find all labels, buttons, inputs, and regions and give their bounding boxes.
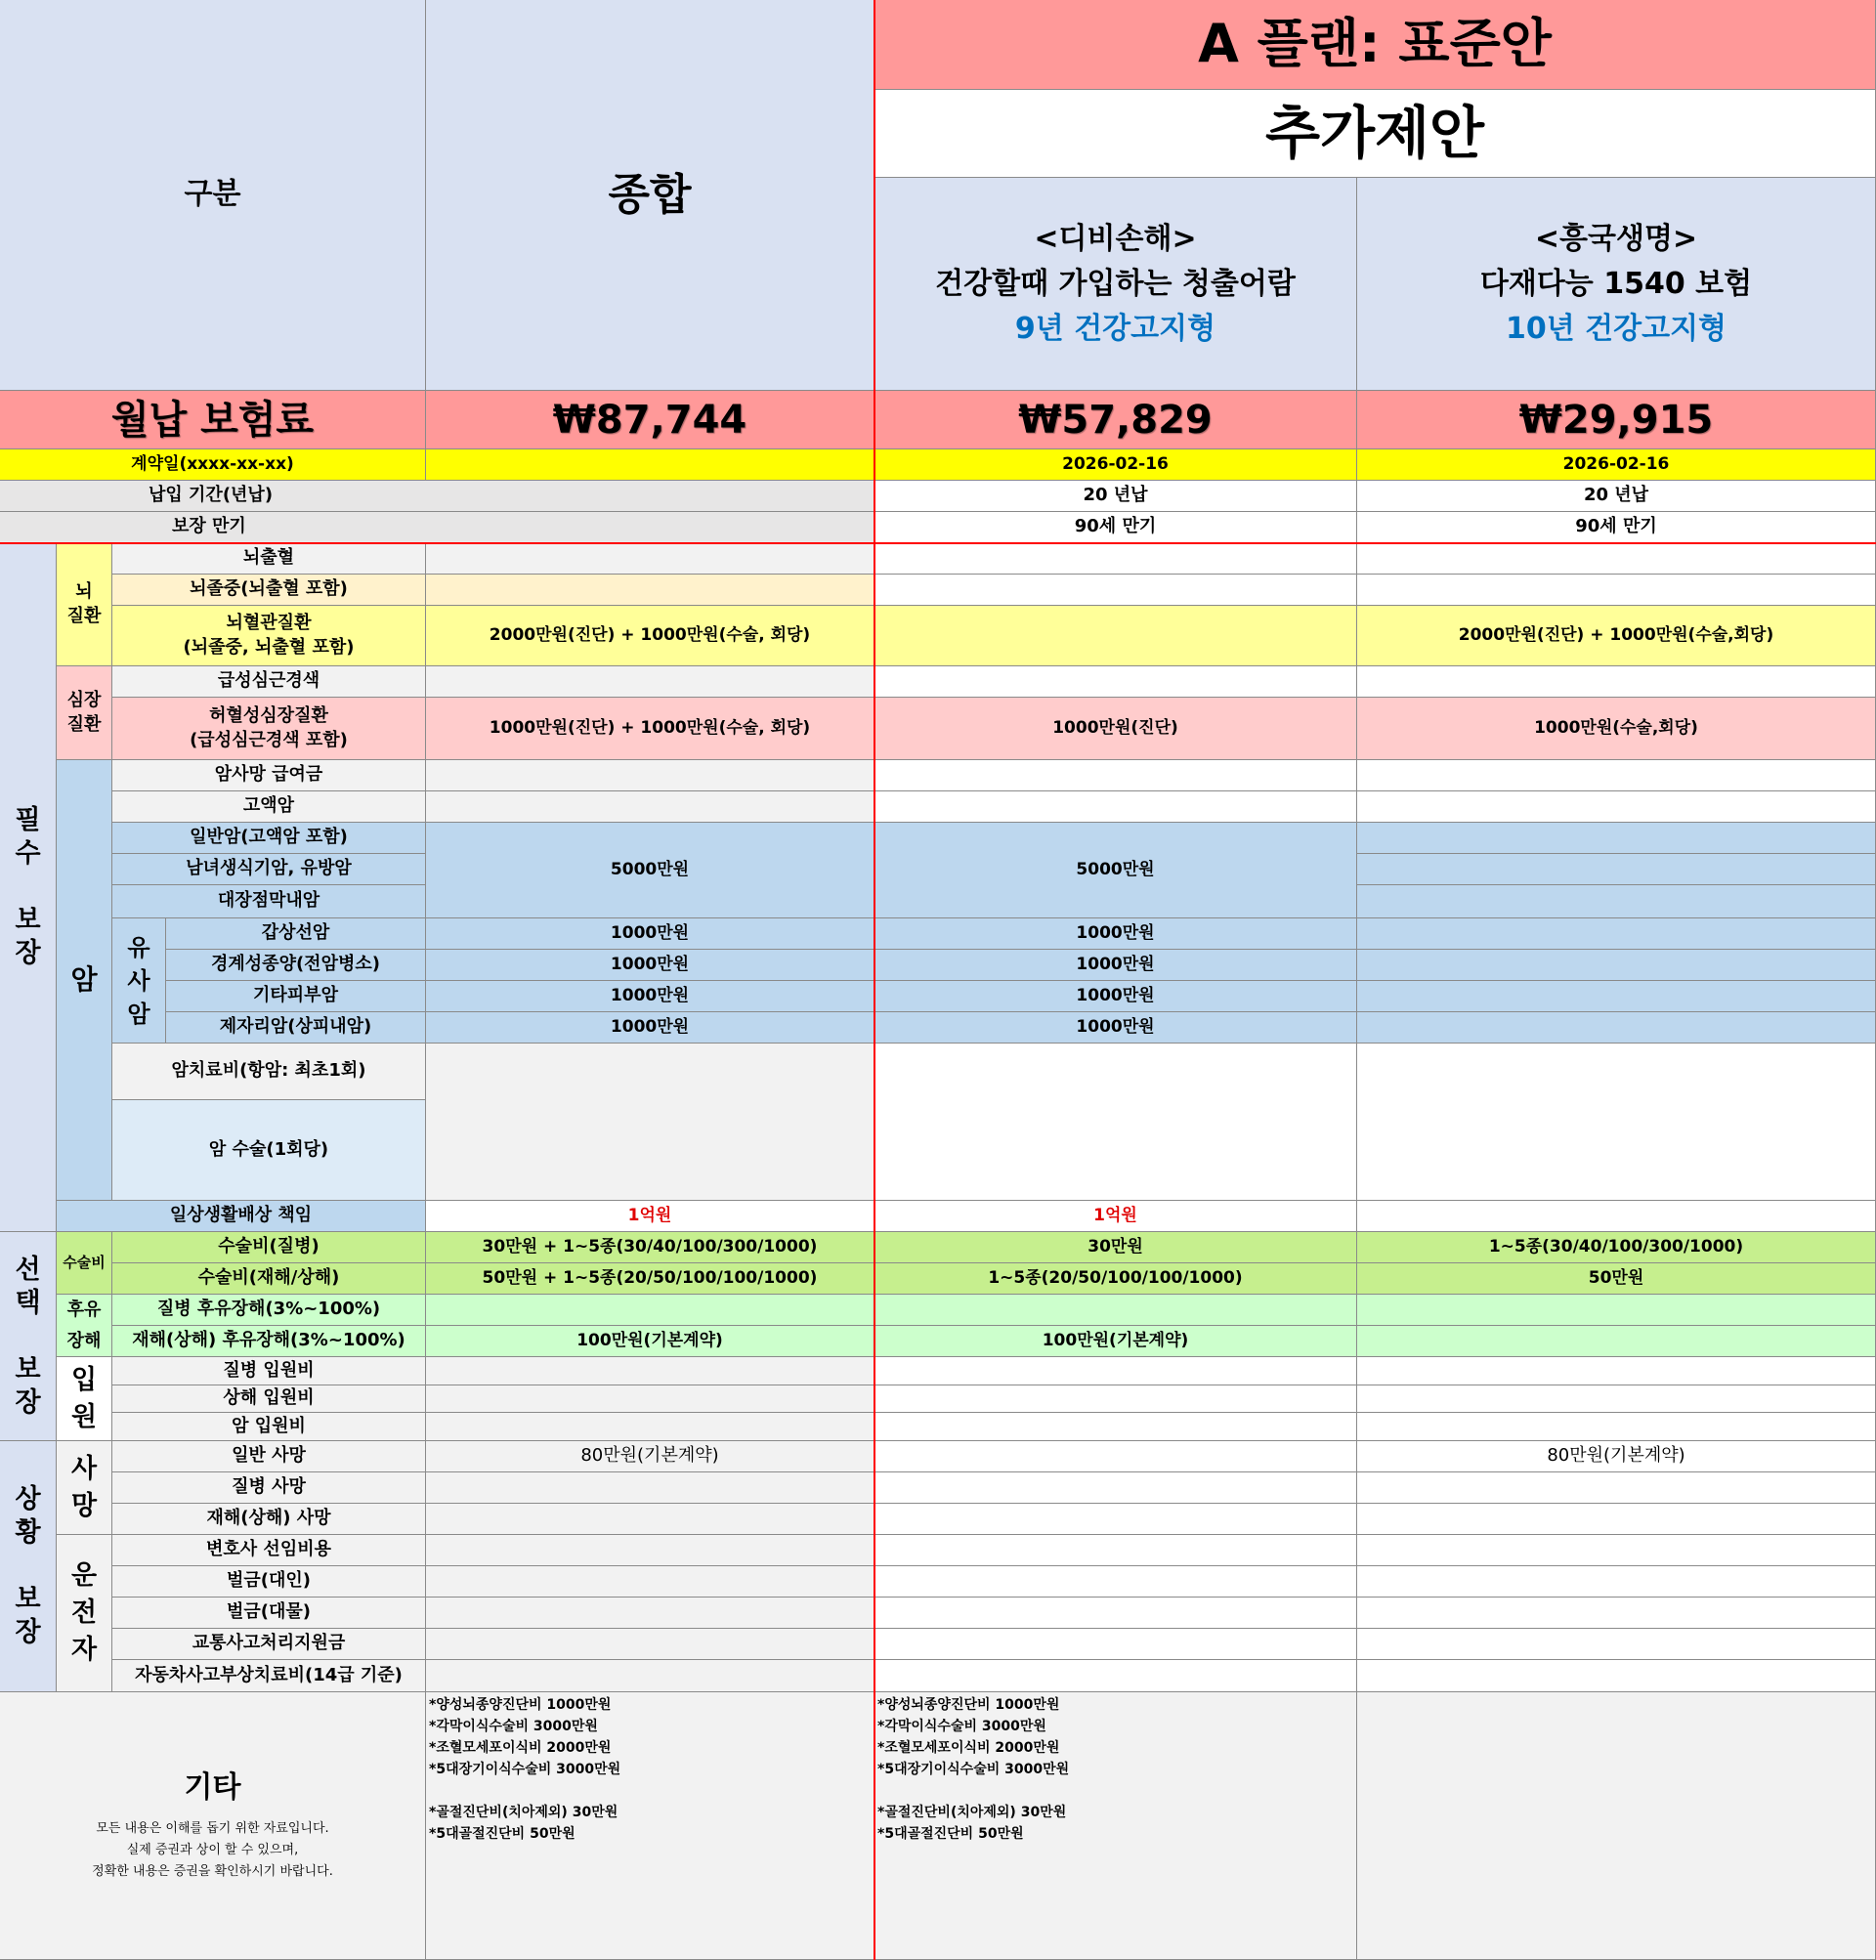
row-label: 갑상선암 — [166, 918, 426, 950]
footer-notes-product1: *양성뇌종양진단비 1000만원 *각막이식수술비 3000만원 *조혈모세포이식비 2000만원 *5대장기이식수술비 3000만원 *골절진단비(치아제외) 30만원 *5대골절진단비 50만원 — [874, 1692, 1357, 1960]
product1-company: <디비손해> — [1034, 221, 1197, 256]
product1-name: 건강할때 가입하는 청출어람 — [935, 266, 1296, 301]
cell-total — [426, 1413, 874, 1441]
cell-product2: 80만원(기본계약) — [1357, 1441, 1876, 1472]
footer-notes-total: *양성뇌종양진단비 1000만원 *각막이식수술비 3000만원 *조혈모세포이식비 2000만원 *5대장기이식수술비 3000만원 *골절진단비(치아제외) 30만원 *5대골절진단비 50만원 — [426, 1692, 874, 1960]
row-label: 일상생활배상 책임 — [57, 1201, 426, 1232]
cell-total — [426, 1385, 874, 1413]
cell-total: 1000만원 — [426, 1012, 874, 1044]
subgroup-pseudo-cancer: 유 사 암 — [112, 918, 166, 1044]
cell-product1 — [874, 760, 1357, 791]
cell-product2: 1000만원(수술,회당) — [1357, 698, 1876, 760]
cell-total — [426, 1660, 874, 1692]
footer-title: 기타 — [184, 1770, 241, 1806]
cell-total: 1000만원 — [426, 981, 874, 1012]
row-label: 교통사고처리지원금 — [112, 1629, 426, 1660]
cell-product1: 30만원 — [874, 1232, 1357, 1263]
cell-total — [426, 1295, 874, 1326]
red-divider-vertical — [874, 0, 875, 1960]
row-label: 벌금(대물) — [112, 1598, 426, 1629]
row-label: 질병 후유장해(3%~100%) — [112, 1295, 426, 1326]
cell-product2 — [1357, 1326, 1876, 1357]
cell-product2 — [1357, 981, 1876, 1012]
cell-product2 — [1357, 1535, 1876, 1566]
cell-product1: 1000만원 — [874, 950, 1357, 981]
cell-product2-merged — [1357, 1044, 1876, 1201]
contract-date-product1: 2026-02-16 — [874, 449, 1357, 481]
cell-product1 — [874, 575, 1357, 606]
premium-total: ₩87,744 — [426, 391, 874, 449]
row-label: 일반 사망 — [112, 1441, 426, 1472]
cell-product2 — [1357, 823, 1876, 854]
plan-title: A 플랜: 표준안 — [874, 0, 1876, 90]
row-label: 기타피부암 — [166, 981, 426, 1012]
cell-product2 — [1357, 885, 1876, 918]
cell-product2 — [1357, 1629, 1876, 1660]
cell-product2 — [1357, 575, 1876, 606]
cell-total: 2000만원(진단) + 1000만원(수술, 회당) — [426, 606, 874, 666]
cell-product1 — [874, 1385, 1357, 1413]
row-label: 뇌졸중(뇌출혈 포함) — [112, 575, 426, 606]
cell-product1: 1000만원(진단) — [874, 698, 1357, 760]
cell-product2 — [1357, 1385, 1876, 1413]
payment-term-label: 납입 기간(년납) — [0, 481, 874, 512]
row-label: 질병 사망 — [112, 1472, 426, 1504]
row-label: 뇌혈관질환 (뇌졸중, 뇌출혈 포함) — [112, 606, 426, 666]
cell-product1 — [874, 1413, 1357, 1441]
cell-product2 — [1357, 1295, 1876, 1326]
coverage-expiry-label: 보장 만기 — [0, 512, 874, 543]
header-category-label: 구분 — [0, 0, 426, 391]
row-label: 대장점막내암 — [112, 885, 426, 918]
cell-total — [426, 575, 874, 606]
row-label: 허혈성심장질환 (급성심근경색 포함) — [112, 698, 426, 760]
cell-product1-merged — [874, 1044, 1357, 1201]
premium-product2: ₩29,915 — [1357, 391, 1876, 449]
cell-product2 — [1357, 666, 1876, 698]
cell-total: 1000만원 — [426, 950, 874, 981]
cell-product1 — [874, 1598, 1357, 1629]
row-label: 고액암 — [112, 791, 426, 823]
row-label: 자동차사고부상치료비(14급 기준) — [112, 1660, 426, 1692]
cell-product1 — [874, 666, 1357, 698]
product2-company: <흥국생명> — [1534, 221, 1698, 256]
contract-date-label: 계약일(xxxx-xx-xx) — [0, 449, 426, 481]
cell-product2 — [1357, 854, 1876, 885]
cell-product1: 1억원 — [874, 1201, 1357, 1232]
cell-product1 — [874, 1441, 1357, 1472]
row-label: 수술비(질병) — [112, 1232, 426, 1263]
row-label: 남녀생식기암, 유방암 — [112, 854, 426, 885]
row-label: 수술비(재해/상해) — [112, 1263, 426, 1295]
cell-product2 — [1357, 1660, 1876, 1692]
header-total-label: 종합 — [426, 0, 874, 391]
cell-total — [426, 666, 874, 698]
product2-type: 10년 건강고지형 — [1505, 311, 1727, 346]
cell-product1: 1~5종(20/50/100/100/1000) — [874, 1263, 1357, 1295]
cell-total: 50만원 + 1~5종(20/50/100/100/1000) — [426, 1263, 874, 1295]
cell-product2 — [1357, 543, 1876, 575]
row-label: 암치료비(항암: 최초1회) — [112, 1044, 426, 1100]
premium-label: 월납 보험료 — [0, 391, 426, 449]
cell-total — [426, 1504, 874, 1535]
row-label: 변호사 선임비용 — [112, 1535, 426, 1566]
cell-total — [426, 543, 874, 575]
cell-total: 30만원 + 1~5종(30/40/100/300/1000) — [426, 1232, 874, 1263]
footer-etc — [0, 1692, 426, 1960]
cell-product1: 1000만원 — [874, 981, 1357, 1012]
subgroup-disability: 후유 장해 — [57, 1295, 112, 1357]
cell-product2 — [1357, 760, 1876, 791]
cell-total: 1000만원 — [426, 918, 874, 950]
row-label: 재해(상해) 후유장해(3%~100%) — [112, 1326, 426, 1357]
subgroup-brain: 뇌 질환 — [57, 543, 112, 666]
subgroup-death: 사 망 — [57, 1441, 112, 1535]
cell-product2 — [1357, 950, 1876, 981]
subgroup-cancer: 암 — [57, 760, 112, 1201]
subgroup-hospital: 입 원 — [57, 1357, 112, 1441]
cell-product1 — [874, 1629, 1357, 1660]
row-label: 제자리암(상피내암) — [166, 1012, 426, 1044]
group-situational: 상 황 보 장 — [0, 1441, 57, 1692]
product1-header — [874, 178, 1357, 391]
cell-product1 — [874, 1566, 1357, 1598]
cell-product1 — [874, 1357, 1357, 1385]
cell-product2 — [1357, 791, 1876, 823]
row-label: 벌금(대인) — [112, 1566, 426, 1598]
red-divider-top — [0, 542, 1876, 544]
cell-total — [426, 1472, 874, 1504]
cell-product2 — [1357, 1201, 1876, 1232]
row-label: 일반암(고액암 포함) — [112, 823, 426, 854]
cell-product1 — [874, 606, 1357, 666]
group-essential: 필 수 보 장 — [0, 543, 57, 1232]
row-label: 상해 입원비 — [112, 1385, 426, 1413]
row-label: 암사망 급여금 — [112, 760, 426, 791]
row-label: 암 수술(1회당) — [112, 1100, 426, 1201]
coverage-expiry-product1: 90세 만기 — [874, 512, 1357, 543]
cell-product1 — [874, 543, 1357, 575]
cell-product1 — [874, 1504, 1357, 1535]
footer-notes-product2 — [1357, 1692, 1876, 1960]
subgroup-driver: 운 전 자 — [57, 1535, 112, 1692]
premium-product1: ₩57,829 — [874, 391, 1357, 449]
contract-date-total — [426, 449, 874, 481]
cell-product2 — [1357, 1566, 1876, 1598]
cell-total — [426, 760, 874, 791]
row-label: 급성심근경색 — [112, 666, 426, 698]
cell-total — [426, 791, 874, 823]
cell-product1: 100만원(기본계약) — [874, 1326, 1357, 1357]
row-label: 재해(상해) 사망 — [112, 1504, 426, 1535]
product2-name: 다재다능 1540 보험 — [1479, 266, 1753, 301]
cell-total: 80만원(기본계약) — [426, 1441, 874, 1472]
cell-product1: 1000만원 — [874, 1012, 1357, 1044]
row-label: 경계성종양(전암병소) — [166, 950, 426, 981]
cell-product2 — [1357, 1504, 1876, 1535]
cell-product2: 2000만원(진단) + 1000만원(수술,회당) — [1357, 606, 1876, 666]
cell-product1-merged: 5000만원 — [874, 823, 1357, 918]
cell-product1 — [874, 1472, 1357, 1504]
footer-disclaimer: 모든 내용은 이해를 돕기 위한 자료입니다. 실제 증권과 상이 할 수 있으며, 정확한 내용은 증권을 확인하시기 바랍니다. — [92, 1820, 333, 1879]
proposal-title: 추가제안 — [874, 90, 1876, 178]
cell-total — [426, 1357, 874, 1385]
cell-product2 — [1357, 1413, 1876, 1441]
contract-date-product2: 2026-02-16 — [1357, 449, 1876, 481]
cell-product1 — [874, 791, 1357, 823]
cell-product1 — [874, 1660, 1357, 1692]
coverage-expiry-product2: 90세 만기 — [1357, 512, 1876, 543]
cell-product2: 50만원 — [1357, 1263, 1876, 1295]
row-label: 뇌출혈 — [112, 543, 426, 575]
cell-total-merged: 5000만원 — [426, 823, 874, 918]
cell-total — [426, 1535, 874, 1566]
cell-product2: 1~5종(30/40/100/300/1000) — [1357, 1232, 1876, 1263]
cell-total — [426, 1598, 874, 1629]
cell-product1 — [874, 1295, 1357, 1326]
cell-product2 — [1357, 1472, 1876, 1504]
row-label: 질병 입원비 — [112, 1357, 426, 1385]
row-label: 암 입원비 — [112, 1413, 426, 1441]
product1-type: 9년 건강고지형 — [1014, 311, 1216, 346]
cell-total: 100만원(기본계약) — [426, 1326, 874, 1357]
subgroup-heart: 심장 질환 — [57, 666, 112, 760]
cell-product2 — [1357, 918, 1876, 950]
cell-total — [426, 1629, 874, 1660]
cell-total-merged — [426, 1044, 874, 1201]
cell-total: 1000만원(진단) + 1000만원(수술, 회당) — [426, 698, 874, 760]
payment-term-product2: 20 년납 — [1357, 481, 1876, 512]
cell-product1: 1000만원 — [874, 918, 1357, 950]
cell-product2 — [1357, 1012, 1876, 1044]
cell-product2 — [1357, 1357, 1876, 1385]
subgroup-surgery: 수술비 — [57, 1232, 112, 1295]
cell-total: 1억원 — [426, 1201, 874, 1232]
cell-total — [426, 1566, 874, 1598]
cell-product1 — [874, 1535, 1357, 1566]
group-optional: 선 택 보 장 — [0, 1232, 57, 1441]
payment-term-product1: 20 년납 — [874, 481, 1357, 512]
cell-product2 — [1357, 1598, 1876, 1629]
product2-header — [1357, 178, 1876, 391]
